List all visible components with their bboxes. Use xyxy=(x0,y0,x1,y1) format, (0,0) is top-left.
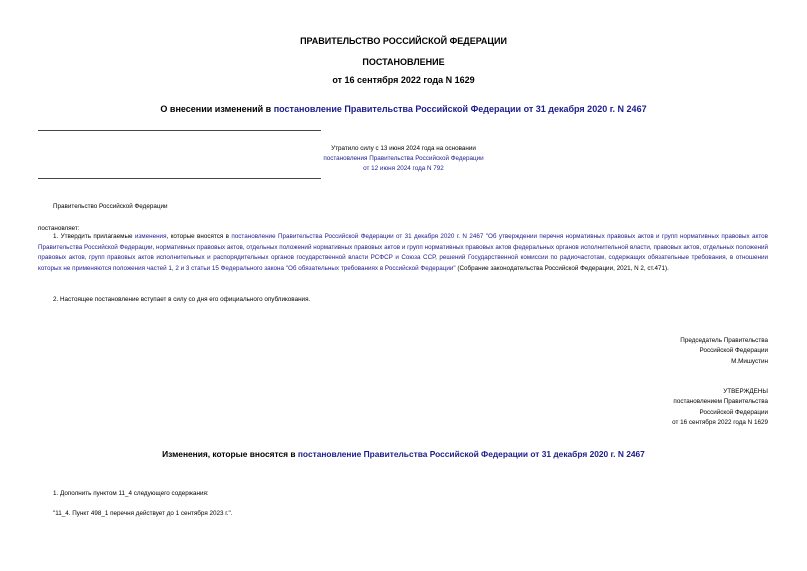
item-1 xyxy=(38,232,768,274)
title-prefix: О внесении изменений в xyxy=(160,104,274,114)
item-1-text-c: (Собрание законодательства Российской Федерации, 2021, N 2, ст.471). xyxy=(455,264,669,272)
approved-line-1: постановлением Правительства xyxy=(673,398,768,406)
approved-block xyxy=(560,387,768,429)
signature-name: М.Мишустин xyxy=(731,357,768,365)
item-1-text-b: , которые вносятся в xyxy=(166,233,232,240)
status-link-2[interactable]: от 12 июня 2024 года N 792 xyxy=(363,165,444,173)
item-1-text-a: 1. Утвердить прилагаемые xyxy=(53,233,135,240)
date-number: от 16 сентября 2022 года N 1629 xyxy=(332,75,475,85)
title-link[interactable]: постановление Правительства Российской Федерации от 31 декабря 2020 г. N 2467 xyxy=(273,104,647,114)
item-1-link-changes[interactable]: изменения xyxy=(134,233,167,240)
changes-title-prefix: Изменения, которые вносятся в xyxy=(162,449,298,459)
signature-position-1: Председатель Правительства xyxy=(680,337,768,344)
status-line: Утратило силу с 13 июня 2024 года на основании xyxy=(331,145,476,152)
status-note xyxy=(240,144,567,175)
divider-bottom xyxy=(38,178,321,179)
changes-title xyxy=(0,449,807,459)
divider-top xyxy=(38,130,321,131)
status-link-1[interactable]: постановления Правительства Российской Федерации xyxy=(323,155,484,163)
changes-quote: "11_4. Пункт 498_1 перечня действует до 1 сентября 2023 г.". xyxy=(53,510,233,517)
government-heading: ПРАВИТЕЛЬСТВО РОССИЙСКОЙ ФЕДЕРАЦИИ xyxy=(300,36,507,46)
approved-line-2: Российской Федерации xyxy=(699,408,768,416)
body-resolves: постановляет: xyxy=(38,225,80,232)
doc-type-heading: ПОСТАНОВЛЕНИЕ xyxy=(362,57,445,67)
document-title xyxy=(0,104,807,114)
changes-item-1: 1. Дополнить пунктом 11_4 следующего содержания: xyxy=(53,490,209,497)
approved-label: УТВЕРЖДЕНЫ xyxy=(723,388,768,395)
signature-position-2: Российской Федерации xyxy=(699,347,768,355)
signature-block xyxy=(560,336,768,367)
changes-title-link[interactable]: постановление Правительства Российской Федерации от 31 декабря 2020 г. N 2467 xyxy=(297,449,645,459)
item-2: 2. Настоящее постановление вступает в силу со дня его официального опубликования. xyxy=(53,296,311,303)
approved-line-3: от 16 сентября 2022 года N 1629 xyxy=(672,419,768,427)
body-intro: Правительство Российской Федерации xyxy=(53,203,168,210)
item-1-link-resolution[interactable]: постановление Правительства Российской Федерации от 31 декабря 2020 г. N 2467 "Об утверждении перечня нормативных правовых актов и групп нормативных правовых актов Правительства Российской Федерации, нормативных правовых актов, отдельных положений нормативных правовых актов и групп нормативных правовых актов федеральных органов исполнительной власти, правовых актов, отдельных положений правовых актов, групп правовых актов исполнительных и распорядительных органов государственной власти РСФСР и Союза ССР, решений Государственной комиссии по радиочастотам, содержащих обязательные требования, в отношении которых не применяются положения частей 1, 2 и 3 статьи 15 Федерального закона "Об обязательных требованиях в Российской Федерации" xyxy=(38,233,768,272)
